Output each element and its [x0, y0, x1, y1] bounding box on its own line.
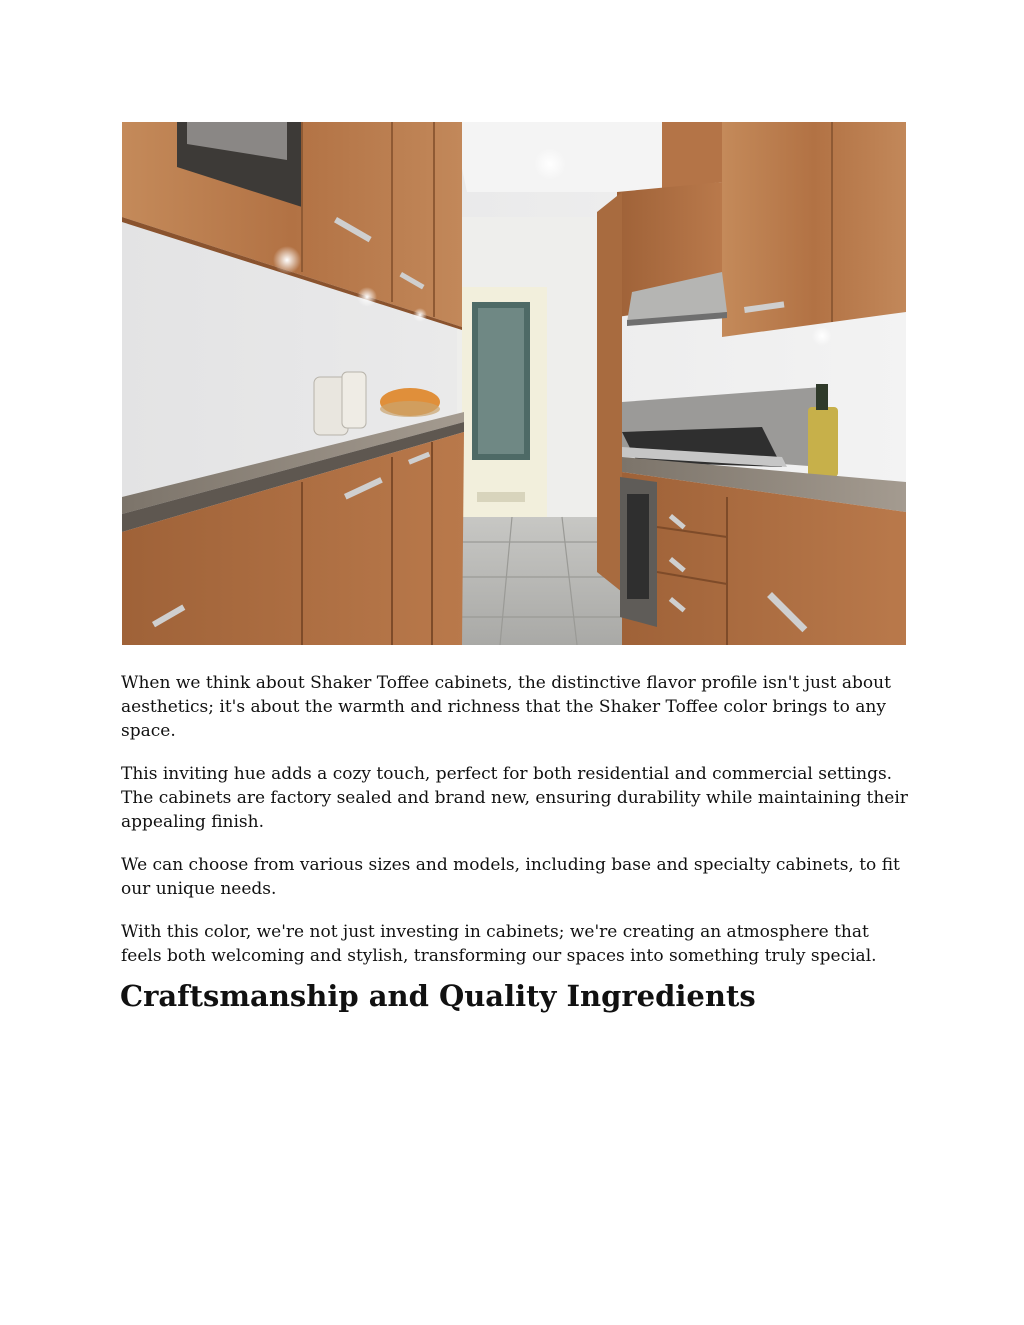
- paragraph-atmosphere: With this color, we're not just investing in cabinets; we're creating an atmosphere that feels both welcoming and stylish, transforming our spaces into something truly special.: [121, 922, 877, 966]
- paragraph-inviting-hue: This inviting hue adds a cozy touch, perfect for both residential and commercial settings. The cabinets are factory sealed and brand new, ensuring durability while maintaining their appealing finish.: [121, 764, 908, 832]
- paragraph-sizes-models: We can choose from various sizes and models, including base and specialty cabinets, to fit our unique needs.: [121, 855, 900, 899]
- section-heading: Craftsmanship and Quality Ingredients: [120, 979, 756, 1013]
- paragraph-flavor-profile: When we think about Shaker Toffee cabinets, the distinctive flavor profile isn't just about aesthetics; it's about the warmth and richness that the Shaker Toffee color brings to any space.: [121, 673, 891, 741]
- article-body: [121, 671, 911, 987]
- kitchen-photo: [122, 122, 906, 645]
